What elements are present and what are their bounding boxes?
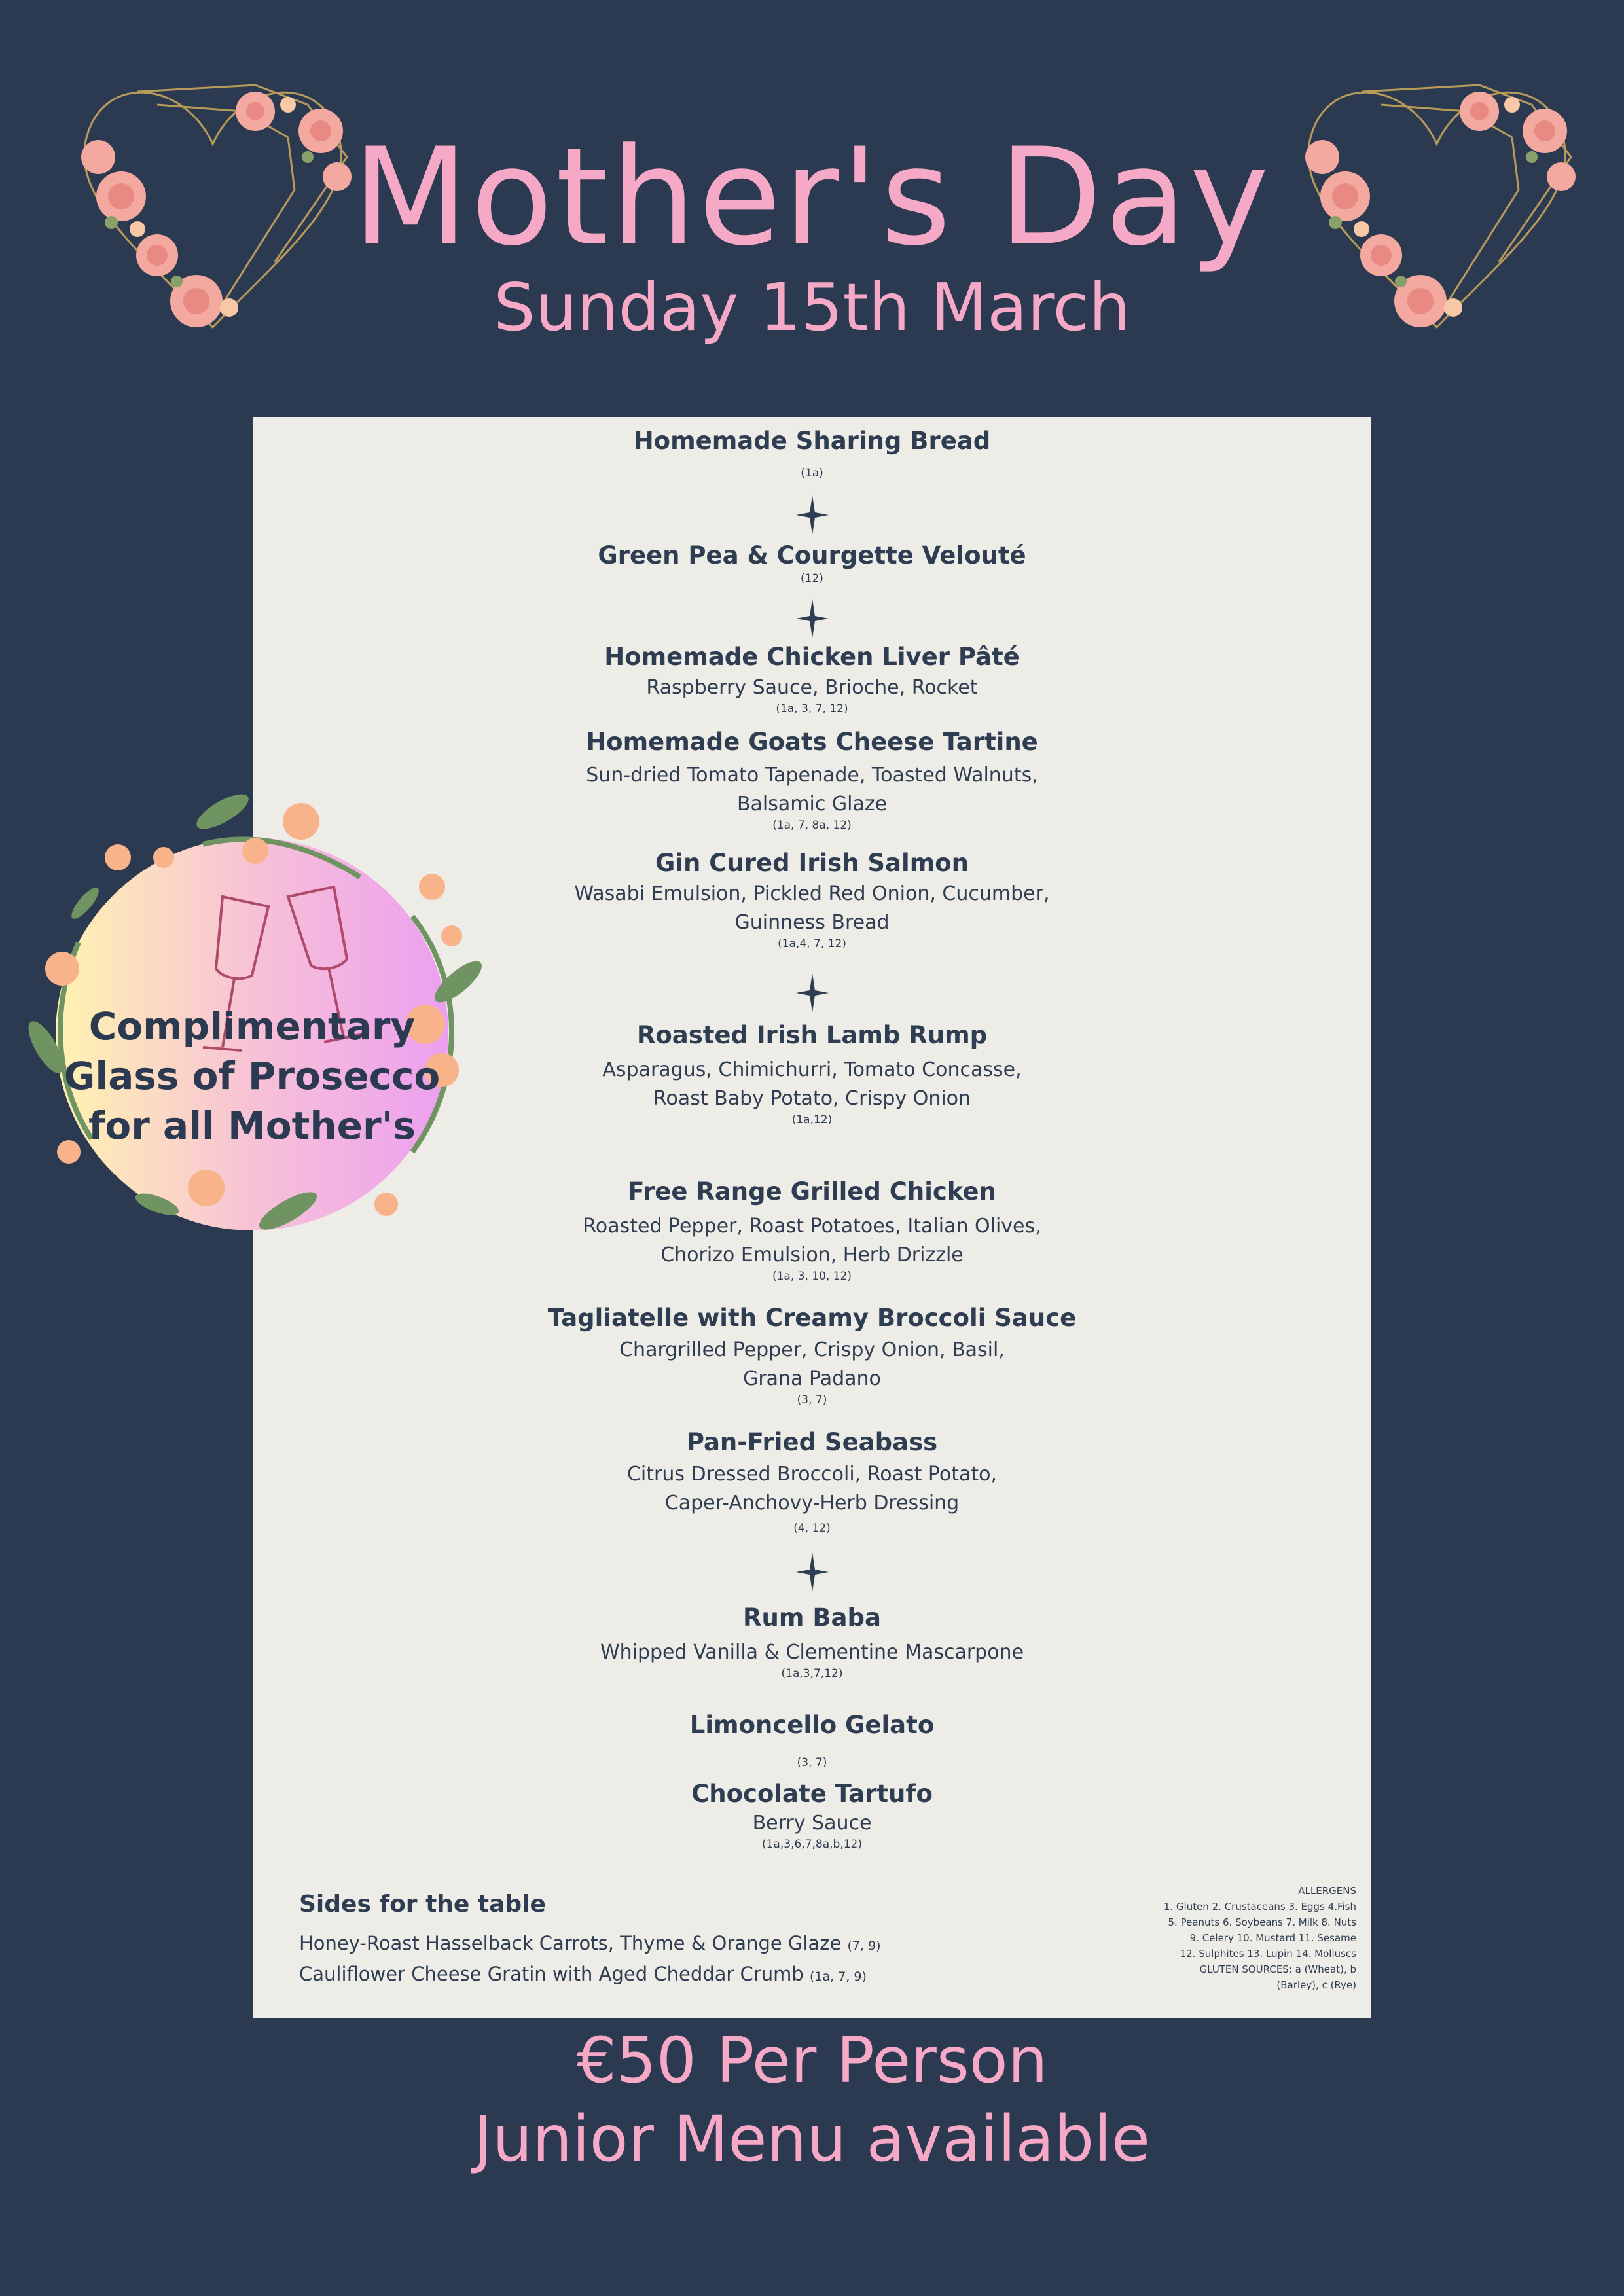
dish-description: Grana Padano <box>743 1367 881 1390</box>
dish-description: Chargrilled Pepper, Crispy Onion, Basil, <box>619 1338 1005 1361</box>
dish-name: Green Pea & Courgette Velouté <box>598 541 1026 569</box>
dish-allergens: (1a, 3, 7, 12) <box>776 702 848 715</box>
side-item-allergens: (1a, 7, 9) <box>809 1969 867 1984</box>
dish-name: Gin Cured Irish Salmon <box>655 849 969 877</box>
dish-allergens: (1a, 3, 10, 12) <box>772 1270 852 1283</box>
prosecco-offer-text <box>49 1001 455 1151</box>
allergen-key <box>1094 1883 1356 1993</box>
star-divider-icon <box>796 973 829 1013</box>
dish-name: Homemade Chicken Liver Pâté <box>604 643 1020 671</box>
dish-description: Chorizo Emulsion, Herb Drizzle <box>660 1244 964 1266</box>
dish-name: Homemade Sharing Bread <box>633 427 991 455</box>
dish-description: Whipped Vanilla & Clementine Mascarpone <box>600 1641 1024 1664</box>
side-item-text: Honey-Roast Hasselback Carrots, Thyme & Orange Glaze <box>299 1932 842 1954</box>
dish-name: Tagliatelle with Creamy Broccoli Sauce <box>547 1304 1077 1332</box>
dish-description: Berry Sauce <box>752 1812 872 1835</box>
page-title: Mother's Day <box>352 120 1272 276</box>
dish-name: Roasted Irish Lamb Rump <box>636 1021 988 1049</box>
badge-line: Complimentary <box>88 1004 416 1049</box>
junior-menu-note: Junior Menu available <box>474 2102 1150 2176</box>
course-1 <box>253 541 1371 585</box>
course-10 <box>253 1711 1371 1769</box>
dish-allergens: (12) <box>801 572 823 585</box>
course-2 <box>253 643 1371 715</box>
dish-name: Rum Baba <box>743 1604 881 1632</box>
dish-description: Citrus Dressed Broccoli, Roast Potato, <box>626 1463 998 1486</box>
side-item <box>299 1932 881 1954</box>
dish-allergens: (3, 7) <box>797 1756 827 1769</box>
dish-description: Sun-dried Tomato Tapenade, Toasted Walnuts, <box>586 764 1038 787</box>
dish-description: Caper-Anchovy-Herb Dressing <box>664 1492 960 1515</box>
side-item-allergens: (7, 9) <box>847 1939 881 1953</box>
dish-description: Roast Baby Potato, Crispy Onion <box>653 1087 971 1110</box>
dish-allergens: (1a,3,6,7,8a,b,12) <box>761 1838 863 1851</box>
dish-allergens: (4, 12) <box>793 1522 831 1535</box>
dish-description: Balsamic Glaze <box>736 793 888 816</box>
allergen-key-line: 1. Gluten 2. Crustaceans 3. Eggs 4.Fish <box>1163 1901 1356 1912</box>
course-0 <box>253 427 1371 480</box>
badge-line: Glass of Prosecco <box>63 1054 441 1098</box>
star-divider-icon <box>796 1552 829 1592</box>
dish-name: Free Range Grilled Chicken <box>628 1177 996 1206</box>
star-divider-icon <box>796 495 829 535</box>
course-7 <box>253 1304 1371 1407</box>
badge-line: for all Mother's <box>88 1103 416 1148</box>
allergen-key-heading: ALLERGENS <box>1298 1885 1356 1897</box>
course-11 <box>253 1780 1371 1851</box>
dish-allergens: (1a,4, 7, 12) <box>778 937 846 950</box>
side-item <box>299 1963 867 1985</box>
dish-description: Wasabi Emulsion, Pickled Red Onion, Cucumber, <box>574 882 1050 905</box>
price-per-person: €50 Per Person <box>576 2024 1048 2097</box>
sides-title: Sides for the table <box>299 1891 546 1918</box>
event-date: Sunday 15th March <box>494 269 1130 346</box>
dish-description: Raspberry Sauce, Brioche, Rocket <box>646 676 978 699</box>
dish-allergens: (3, 7) <box>797 1393 827 1407</box>
dish-description: Asparagus, Chimichurri, Tomato Concasse, <box>602 1058 1022 1081</box>
allergen-key-line: 9. Celery 10. Mustard 11. Sesame <box>1189 1932 1356 1944</box>
dish-description: Roasted Pepper, Roast Potatoes, Italian Olives, <box>583 1215 1041 1238</box>
dish-allergens: (1a,12) <box>791 1113 833 1126</box>
allergen-key-line: (Barley), c (Rye) <box>1276 1979 1356 1991</box>
allergen-key-line: GLUTEN SOURCES: a (Wheat), b <box>1199 1964 1356 1975</box>
dish-allergens: (1a,3,7,12) <box>781 1667 843 1680</box>
dish-description: Guinness Bread <box>734 911 890 934</box>
side-item-text: Cauliflower Cheese Gratin with Aged Cheddar Crumb <box>299 1963 804 1985</box>
dish-allergens: (1a) <box>801 467 823 480</box>
dish-name: Homemade Goats Cheese Tartine <box>586 728 1038 756</box>
dish-name: Limoncello Gelato <box>689 1711 935 1739</box>
dish-allergens: (1a, 7, 8a, 12) <box>772 819 852 832</box>
dish-name: Chocolate Tartufo <box>691 1780 933 1808</box>
course-8 <box>253 1428 1371 1535</box>
star-divider-icon <box>796 599 829 638</box>
dish-name: Pan-Fried Seabass <box>686 1428 938 1456</box>
course-9 <box>253 1604 1371 1680</box>
allergen-key-line: 12. Sulphites 13. Lupin 14. Molluscs <box>1180 1948 1356 1960</box>
allergen-key-line: 5. Peanuts 6. Soybeans 7. Milk 8. Nuts <box>1168 1916 1356 1928</box>
